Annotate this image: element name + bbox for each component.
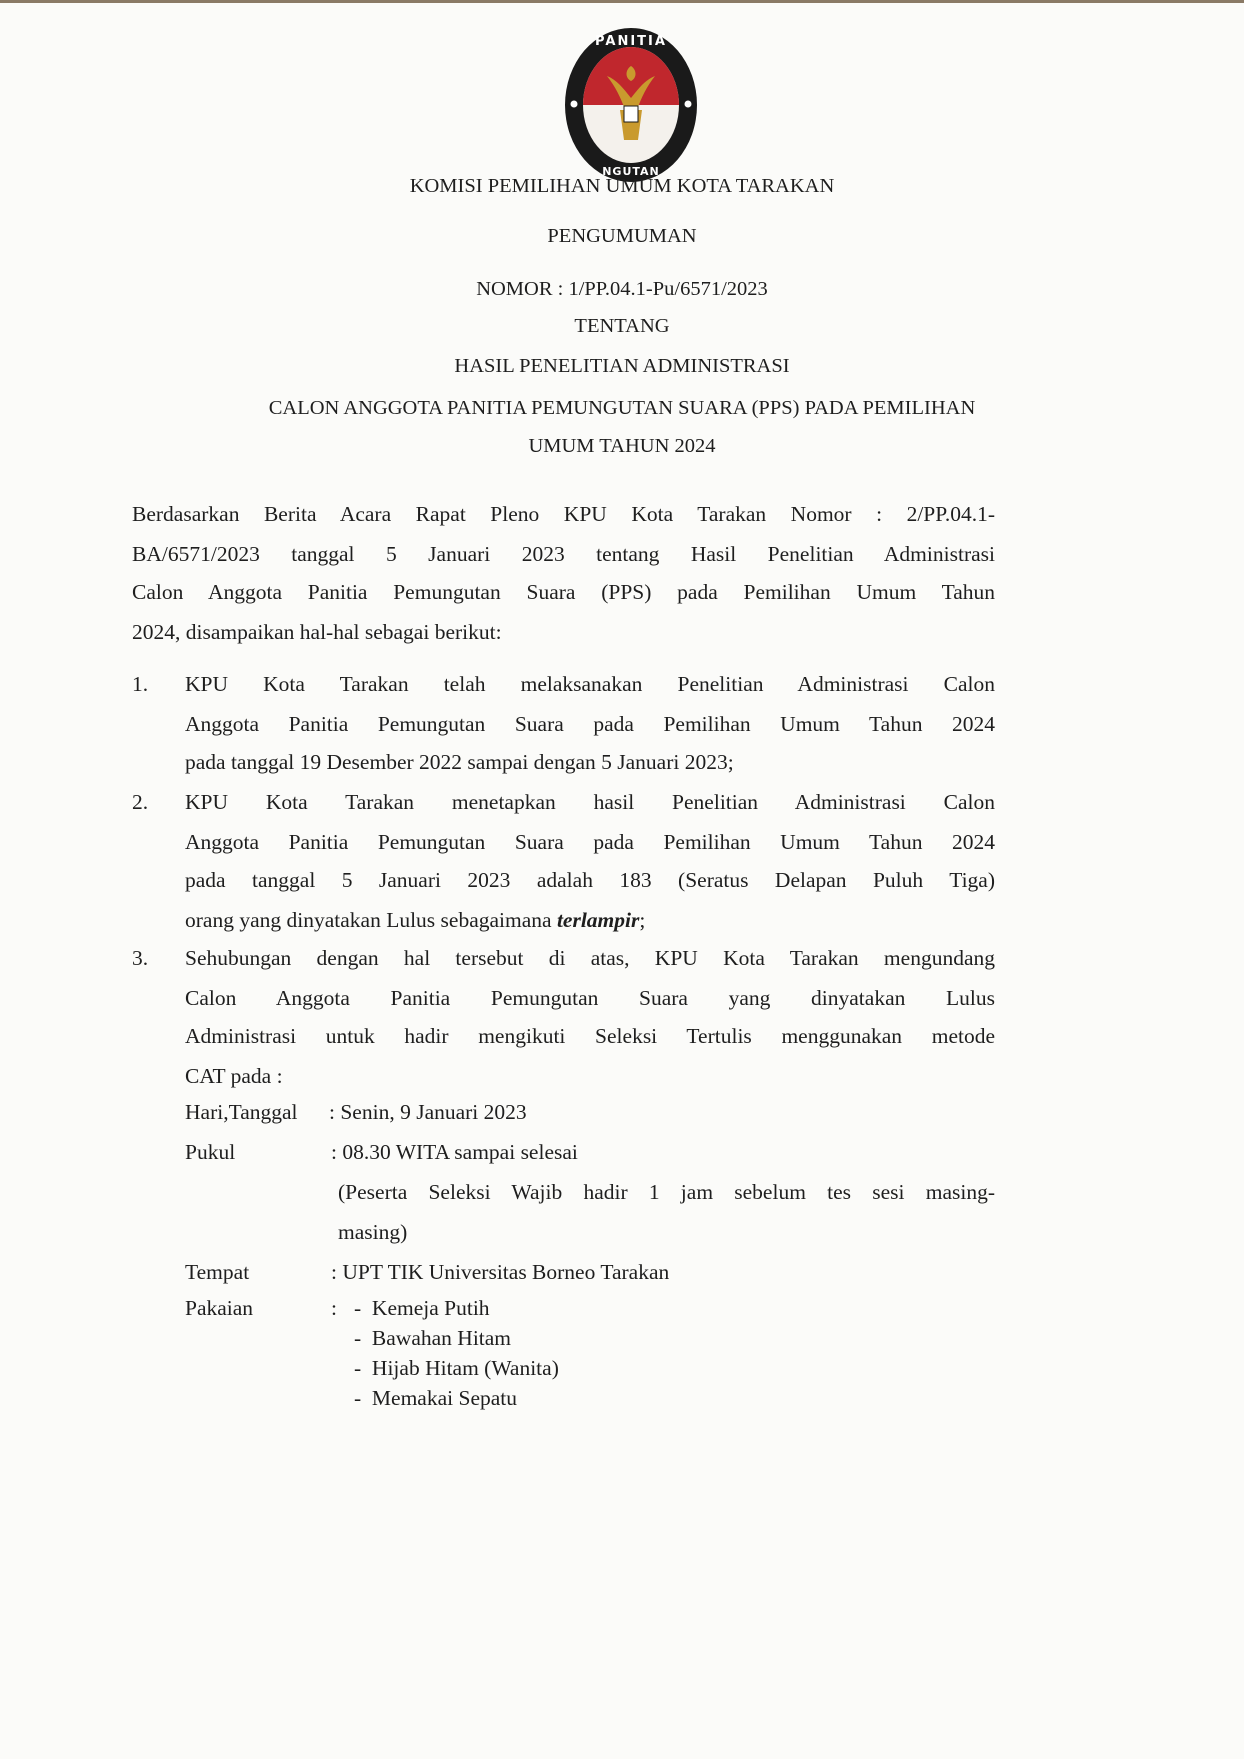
item-line: pada tanggal 5 Januari 2023 adalah 183 (Seratus Delapan Puluh Tiga): [185, 868, 995, 892]
about-label: TENTANG: [574, 315, 670, 337]
item-line: Administrasi untuk hadir mengikuti Seleksi Tertulis menggunakan metode: [185, 1024, 995, 1048]
item-line: Sehubungan dengan hal tersebut di atas, KPU Kota Tarakan mengundang: [185, 946, 995, 970]
dress-item: - Kemeja Putih: [354, 1296, 490, 1320]
dress-text: Hijab Hitam (Wanita): [371, 1356, 559, 1380]
dress-colon: :: [331, 1296, 337, 1320]
dress-text: Kemeja Putih: [371, 1296, 490, 1320]
item-text: orang yang dinyatakan Lulus sebagaimana: [185, 908, 557, 932]
item-line: [185, 906, 645, 934]
document-number: NOMOR : 1/PP.04.1-Pu/6571/2023: [476, 278, 768, 300]
intro-line: BA/6571/2023 tanggal 5 Januari 2023 tentang Hasil Penelitian Administrasi: [132, 542, 995, 566]
attachment-emphasis: terlampir: [556, 908, 640, 932]
item-line: Anggota Panitia Pemungutan Suara pada Pemilihan Umum Tahun 2024: [185, 712, 995, 736]
svg-text:NGUTAN: NGUTAN: [602, 165, 660, 178]
pps-logo: [562, 26, 700, 184]
title-line-3: UMUM TAHUN 2024: [528, 435, 716, 457]
dress-text: Memakai Sepatu: [371, 1386, 518, 1410]
time-note: masing): [338, 1220, 408, 1244]
item-line: CAT pada :: [185, 1064, 283, 1088]
dress-label: Pakaian: [185, 1296, 254, 1320]
item-line: Anggota Panitia Pemungutan Suara pada Pemilihan Umum Tahun 2024: [185, 830, 995, 854]
time-note: (Peserta Seleksi Wajib hadir 1 jam sebelum tes sesi masing-: [338, 1180, 995, 1204]
time-value: : 08.30 WITA sampai selesai: [331, 1140, 578, 1164]
item-number: 3.: [132, 946, 149, 970]
item-number: 1.: [132, 672, 149, 696]
title-line-1: HASIL PENELITIAN ADMINISTRASI: [454, 355, 790, 377]
document-type: PENGUMUMAN: [547, 225, 697, 247]
item-line: Calon Anggota Panitia Pemungutan Suara yang dinyatakan Lulus: [185, 986, 995, 1010]
scan-edge: [0, 0, 1244, 3]
place-label: Tempat: [185, 1260, 250, 1284]
item-line: KPU Kota Tarakan telah melaksanakan Penelitian Administrasi Calon: [185, 672, 995, 696]
dress-text: Bawahan Hitam: [371, 1326, 512, 1350]
intro-line: 2024, disampaikan hal-hal sebagai berikut:: [132, 620, 502, 644]
institution-name: KOMISI PEMILIHAN UMUM KOTA TARAKAN: [409, 175, 835, 197]
place-value: : UPT TIK Universitas Borneo Tarakan: [331, 1260, 670, 1284]
dress-item: - Memakai Sepatu: [354, 1386, 518, 1410]
intro-line: Calon Anggota Panitia Pemungutan Suara (PPS) pada Pemilihan Umum Tahun: [132, 580, 995, 604]
day-label: Hari,Tanggal: [185, 1100, 298, 1124]
day-value: : Senin, 9 Januari 2023: [329, 1100, 527, 1124]
item-number: 2.: [132, 790, 149, 814]
item-line: pada tanggal 19 Desember 2022 sampai dengan 5 Januari 2023;: [185, 750, 734, 774]
dress-item: - Hijab Hitam (Wanita): [354, 1356, 559, 1380]
time-label: Pukul: [185, 1140, 236, 1164]
title-line-2: CALON ANGGOTA PANITIA PEMUNGUTAN SUARA (PPS) PADA PEMILIHAN: [268, 397, 976, 419]
item-line: KPU Kota Tarakan menetapkan hasil Penelitian Administrasi Calon: [185, 790, 995, 814]
intro-line: Berdasarkan Berita Acara Rapat Pleno KPU Kota Tarakan Nomor : 2/PP.04.1-: [132, 502, 995, 526]
dress-item: - Bawahan Hitam: [354, 1326, 512, 1350]
item-end: ;: [639, 908, 646, 932]
svg-text:PANITIA: PANITIA: [595, 34, 667, 49]
